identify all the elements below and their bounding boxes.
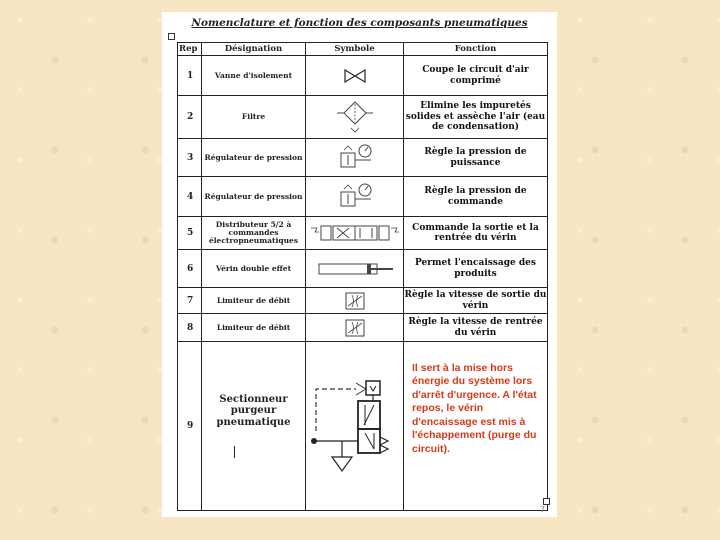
row-fonction: Coupe le circuit d'air comprimé	[404, 56, 548, 96]
row-rep: 7	[178, 288, 202, 314]
table-row	[178, 177, 548, 217]
slide	[162, 12, 557, 517]
components-table	[177, 42, 548, 511]
row-designation: Régulateur de pression	[202, 177, 306, 217]
row-rep: 4	[178, 177, 202, 217]
row-fonction: Commande la sortie et la rentrée du vérin	[404, 217, 548, 250]
row-designation: Filtre	[202, 96, 306, 139]
double-acting-cylinder-icon	[306, 250, 404, 288]
flow-limiter-icon	[306, 288, 404, 314]
row-fonction: Il sert à la mise hors énergie du système lors d'arrêt d'urgence. A l'état repos, le vérin d'encaissage est mis à l'échappement (purge du circuit).	[404, 342, 548, 511]
header-symbole: Symbole	[306, 43, 404, 56]
isolation-valve-icon	[306, 56, 404, 96]
row-designation: Vanne d'isolement	[202, 56, 306, 96]
table-resize-handle[interactable]	[543, 498, 550, 505]
row-rep: 1	[178, 56, 202, 96]
row-rep: 3	[178, 139, 202, 177]
row-designation: Régulateur de pression	[202, 139, 306, 177]
pneumatic-disconnector-icon	[306, 342, 404, 511]
row-rep: 8	[178, 314, 202, 342]
header-designation: Désignation	[202, 43, 306, 56]
row-fonction: Règle la vitesse de rentrée du vérin	[404, 314, 548, 342]
flow-limiter-icon	[306, 314, 404, 342]
text-cursor	[234, 446, 235, 458]
row-rep: 9	[178, 342, 202, 511]
row-designation: Vérin double effet	[202, 250, 306, 288]
row-designation: Limiteur de débit	[202, 314, 306, 342]
pressure-regulator-icon	[306, 177, 404, 217]
table-header-row	[178, 43, 548, 56]
filter-icon	[306, 96, 404, 139]
row-fonction: Permet l'encaissage des produits	[404, 250, 548, 288]
table-row	[178, 342, 548, 511]
distributor-5-2-icon	[306, 217, 404, 250]
row-designation	[202, 342, 306, 511]
table-row	[178, 139, 548, 177]
row-rep: 2	[178, 96, 202, 139]
table-row	[178, 217, 548, 250]
table-row	[178, 250, 548, 288]
table-row	[178, 314, 548, 342]
page-title: Nomenclature et fonction des composants pneumatiques	[191, 17, 528, 29]
table-row	[178, 96, 548, 139]
row-rep: 5	[178, 217, 202, 250]
header-fonction: Fonction	[404, 43, 548, 56]
slide-number: 7	[540, 505, 546, 514]
pressure-regulator-icon	[306, 139, 404, 177]
table-row	[178, 288, 548, 314]
row-designation: Limiteur de débit	[202, 288, 306, 314]
header-rep: Rep	[178, 43, 202, 56]
table-move-handle[interactable]	[168, 33, 175, 40]
row-fonction: Elimine les impuretés solides et assèche l'air (eau de condensation)	[404, 96, 548, 139]
row-rep: 6	[178, 250, 202, 288]
row-fonction: Règle la vitesse de sortie du vérin	[404, 288, 548, 314]
row-designation-text: Sectionneur purgeur pneumatique	[216, 393, 291, 428]
row-fonction: Règle la pression de commande	[404, 177, 548, 217]
row-fonction: Règle la pression de puissance	[404, 139, 548, 177]
table-row	[178, 56, 548, 96]
row-designation: Distributeur 5/2 à commandes électropneumatiques	[202, 217, 306, 250]
